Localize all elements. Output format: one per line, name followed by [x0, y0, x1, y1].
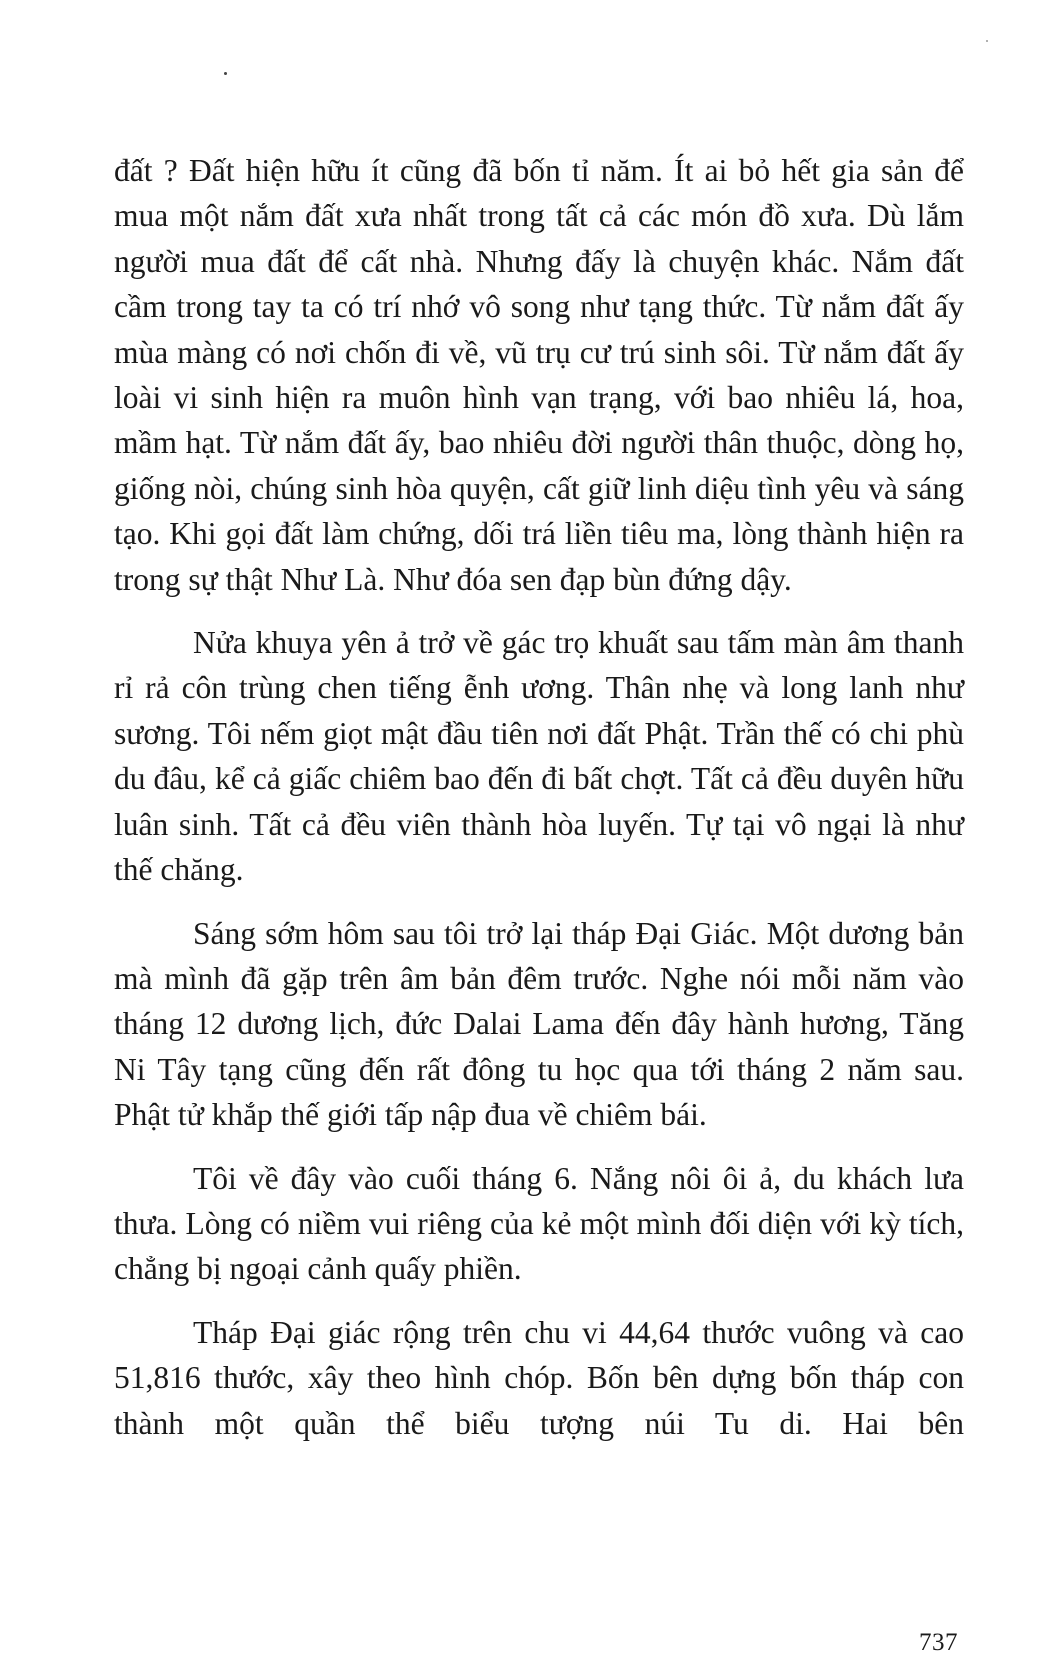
print-speck	[224, 72, 227, 75]
print-speck	[986, 40, 988, 42]
paragraph-continues: Tháp Đại giác rộng trên chu vi 44,64 thước vuông và cao 51,816 thước, xây theo hình chóp. Bốn bên dựng bốn tháp con thành một quần thể biểu tượng núi Tu di. Hai bên	[114, 1314, 964, 1441]
paragraph: Nửa khuya yên ả trở về gác trọ khuất sau tấm màn âm thanh rỉ rả côn trùng chen tiếng ễnh ương. Thân nhẹ và long lanh như sương. Tôi nếm giọt mật đầu tiên nơi đất Phật. Trần thế có chi phù du đâu, kể cả giấc chiêm bao đến đi bất chợt. Tất cả đều duyên hữu luân sinh. Tất cả đều viên thành hòa luyến. Tự tại vô ngại là như thế chăng.	[114, 625, 964, 888]
page-number: 737	[919, 1629, 958, 1656]
paragraph: Tôi về đây vào cuối tháng 6. Nắng nôi ôi ả, du khách lưa thưa. Lòng có niềm vui riêng của kẻ một mình đối diện với kỳ tích, chẳng bị ngoại cảnh quấy phiền.	[114, 1160, 964, 1287]
paragraph-continued: đất ? Đất hiện hữu ít cũng đã bốn tỉ năm. Ít ai bỏ hết gia sản để mua một nắm đất xưa nhất trong tất cả các món đồ xưa. Dù lắm người mua đất để cất nhà. Nhưng đấy là chuyện khác. Nắm đất cầm trong tay ta có trí nhớ vô song như tạng thức. Từ nắm đất ấy mùa màng có nơi chốn đi về, vũ trụ cư trú sinh sôi. Từ nắm đất ấy loài vi sinh hiện ra muôn hình vạn trạng, với bao nhiêu lá, hoa, mầm hạt. Từ nắm đất ấy, bao nhiêu đời người thân thuộc, dòng họ, giống nòi, chúng sinh hòa quyện, cất giữ linh diệu tình yêu và sáng tạo. Khi gọi đất làm chứng, dối trá liền tiêu ma, lòng thành hiện ra trong sự thật Như Là. Như đóa sen đạp bùn đứng dậy.	[114, 153, 964, 597]
paragraph: Sáng sớm hôm sau tôi trở lại tháp Đại Giác. Một dương bản mà mình đã gặp trên âm bản đêm trước. Nghe nói mỗi năm vào tháng 12 dương lịch, đức Dalai Lama đến đây hành hương, Tăng Ni Tây tạng cũng đến rất đông tu học qua tới tháng 2 năm sau. Phật tử khắp thế giới tấp nập đua về chiêm bái.	[114, 915, 964, 1133]
body-text	[114, 148, 964, 1446]
